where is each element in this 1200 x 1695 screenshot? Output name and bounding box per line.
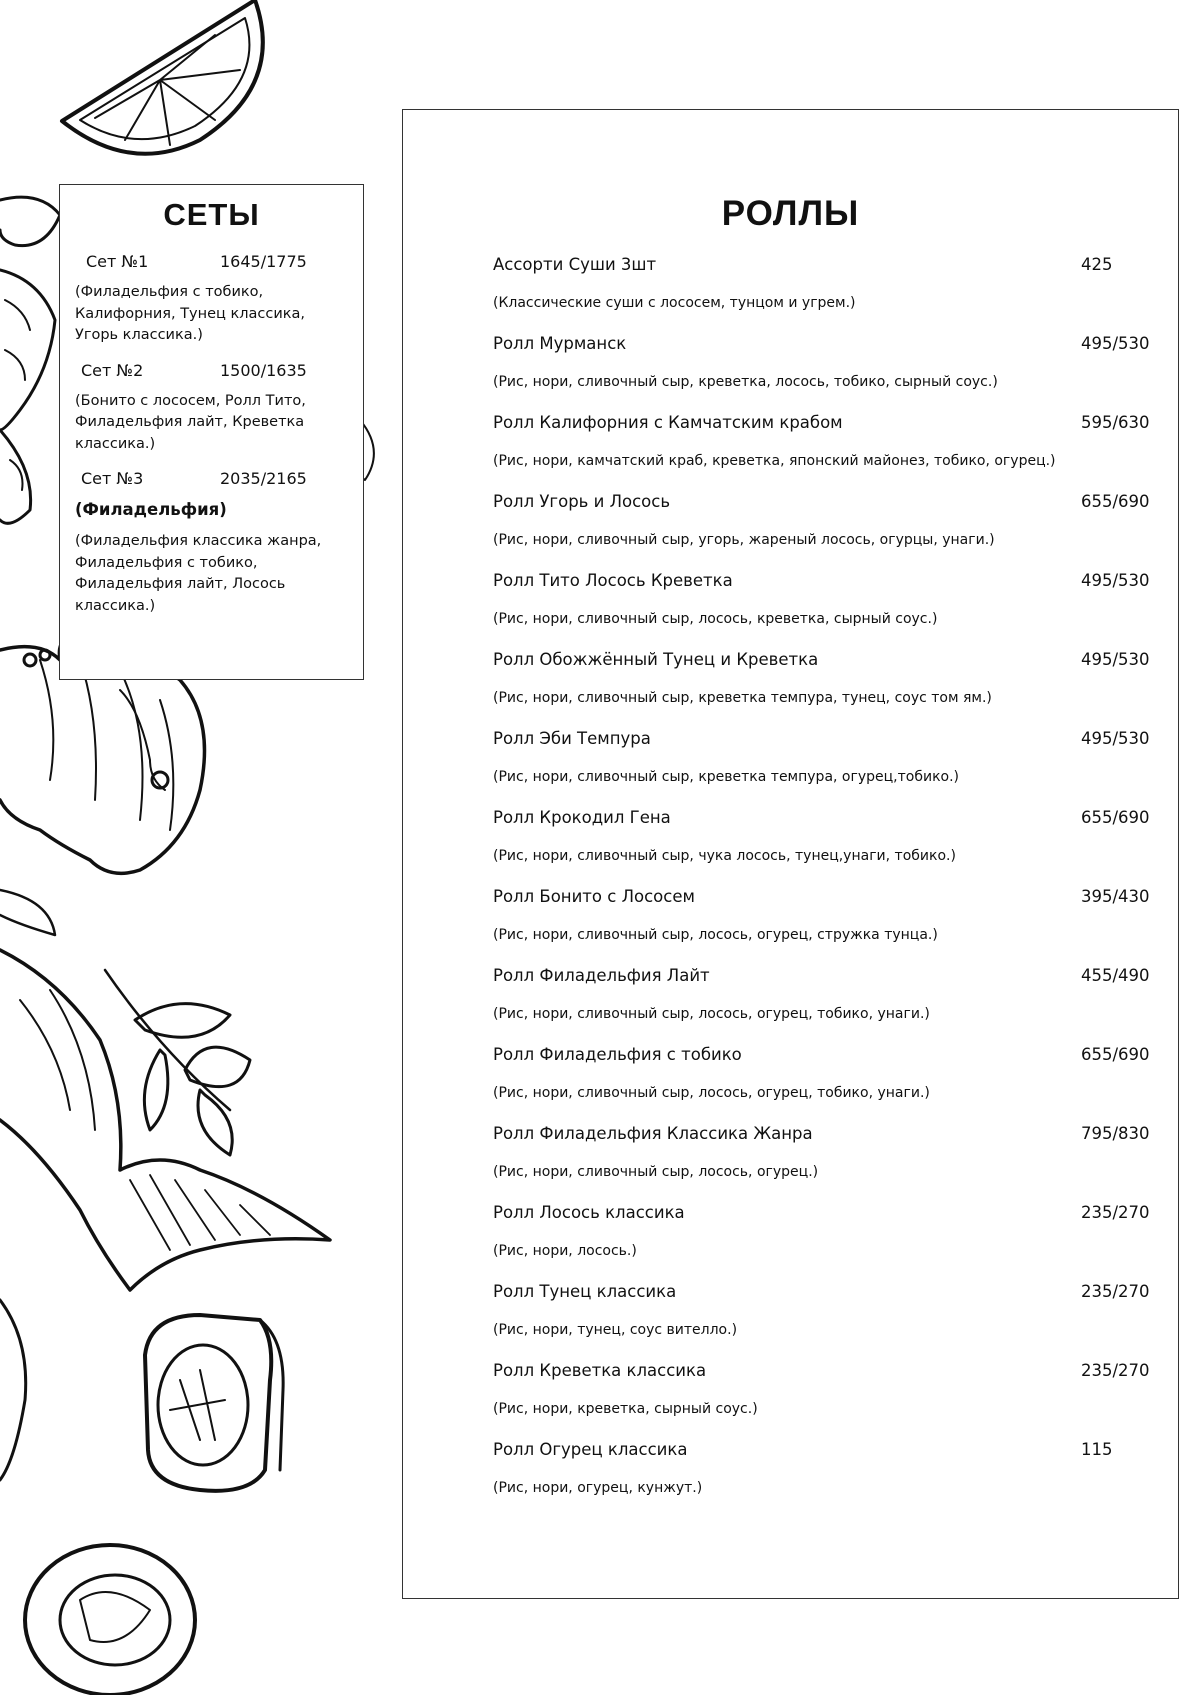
item-name: Ролл Филадельфия Лайт	[493, 966, 710, 985]
set-description: (Филадельфия с тобико, Калифорния, Тунец классика, Угорь классика.)	[75, 284, 306, 343]
item-name: Ассорти Суши 3шт	[493, 255, 657, 274]
item-name: Ролл Креветка классика	[493, 1361, 707, 1380]
menu-item	[493, 1439, 1153, 1518]
item-name: Ролл Угорь и Лосось	[493, 492, 671, 511]
item-description: (Рис, нори, сливочный сыр, лосось, огурец, стружка тунца.)	[493, 927, 938, 943]
item-price: 495/530	[1081, 650, 1150, 669]
set-name: Сет №3	[81, 469, 144, 488]
item-description: (Рис, нори, сливочный сыр, лосось, огурец, тобико, унаги.)	[493, 1006, 930, 1022]
item-name: Ролл Огурец классика	[493, 1440, 688, 1459]
item-name: Ролл Филадельфия с тобико	[493, 1045, 742, 1064]
item-description: (Рис, нори, сливочный сыр, лосось, креветка, сырный соус.)	[493, 611, 938, 627]
sushi-roll-icon	[25, 1545, 195, 1695]
set-price: 1645/1775	[220, 252, 307, 271]
menu-item	[493, 807, 1153, 886]
set-price: 2035/2165	[220, 469, 307, 488]
item-description: (Рис, нори, креветка, сырный соус.)	[493, 1401, 758, 1417]
item-price: 455/490	[1081, 966, 1150, 985]
item-name: Ролл Тито Лосось Креветка	[493, 571, 733, 590]
item-description: (Рис, нори, сливочный сыр, креветка темпура, огурец,тобико.)	[493, 769, 959, 785]
item-name: Ролл Мурманск	[493, 334, 627, 353]
set-name: Сет №2	[81, 360, 144, 380]
item-price: 495/530	[1081, 571, 1150, 590]
item-description: (Классические суши с лососем, тунцом и угрем.)	[493, 295, 856, 311]
item-name: Ролл Филадельфия Классика Жанра	[493, 1124, 813, 1143]
sushi-roll-icon	[145, 1315, 283, 1491]
menu-item	[493, 333, 1153, 412]
item-price: 235/270	[1081, 1361, 1150, 1380]
menu-item	[493, 886, 1153, 965]
rolls-panel	[402, 109, 1179, 1599]
item-price: 495/530	[1081, 729, 1150, 748]
set-header	[75, 252, 348, 272]
item-price: 425	[1081, 255, 1113, 274]
item-name: Ролл Лосось классика	[493, 1203, 685, 1222]
set-item	[75, 469, 348, 617]
menu-item	[493, 412, 1153, 491]
sets-title: СЕТЫ	[163, 197, 260, 232]
item-description: (Рис, нори, сливочный сыр, лосось, огурец.)	[493, 1164, 819, 1180]
item-price: 395/430	[1081, 887, 1150, 906]
rolls-title: РОЛЛЫ	[721, 194, 860, 233]
set-item	[75, 252, 348, 347]
item-name: Ролл Обожжённый Тунец и Креветка	[493, 650, 819, 669]
item-price: 795/830	[1081, 1124, 1150, 1143]
set-subtitle: (Филадельфия)	[75, 500, 227, 519]
item-price: 595/630	[1081, 413, 1150, 432]
item-name: Ролл Крокодил Гена	[493, 808, 671, 827]
item-description: (Рис, нори, сливочный сыр, угорь, жареный лосось, огурцы, унаги.)	[493, 532, 995, 548]
set-name: Сет №1	[86, 252, 149, 271]
item-price: 495/530	[1081, 334, 1150, 353]
item-description: (Рис, нори, тунец, соус вителло.)	[493, 1322, 738, 1338]
lemon-slice-icon	[62, 0, 263, 154]
item-price: 235/270	[1081, 1282, 1150, 1301]
item-name: Ролл Бонито с Лососем	[493, 887, 695, 906]
item-price: 655/690	[1081, 1045, 1150, 1064]
rolls-list	[493, 254, 1153, 1518]
item-price: 235/270	[1081, 1203, 1150, 1222]
set-header	[75, 361, 348, 381]
item-name: Ролл Калифорния с Камчатским крабом	[493, 413, 843, 432]
menu-item	[493, 570, 1153, 649]
item-description: (Рис, нори, сливочный сыр, лосось, огурец, тобико, унаги.)	[493, 1085, 930, 1101]
item-description: (Рис, нори, сливочный сыр, креветка темпура, тунец, соус том ям.)	[493, 690, 992, 706]
sets-panel	[59, 184, 364, 680]
set-header	[75, 469, 348, 489]
fish-icon	[0, 950, 330, 1480]
menu-item	[493, 965, 1153, 1044]
item-price: 655/690	[1081, 808, 1150, 827]
set-description: (Филадельфия классика жанра, Филадельфия с тобико, Филадельфия лайт, Лосось классика.)	[75, 533, 322, 614]
item-description: (Рис, нори, лосось.)	[493, 1243, 637, 1259]
item-description: (Рис, нори, сливочный сыр, креветка, лосось, тобико, сырный соус.)	[493, 374, 998, 390]
menu-item	[493, 649, 1153, 728]
leaf-icon	[105, 970, 250, 1155]
item-description: (Рис, нори, сливочный сыр, чука лосось, тунец,унаги, тобико.)	[493, 848, 956, 864]
set-description: (Бонито с лососем, Ролл Тито, Филадельфия лайт, Креветка классика.)	[75, 392, 306, 452]
item-price: 655/690	[1081, 492, 1150, 511]
menu-item	[493, 1044, 1153, 1123]
leaf-icon	[0, 890, 55, 935]
item-description: (Рис, нори, камчатский краб, креветка, японский майонез, тобико, огурец.)	[493, 453, 1056, 469]
item-description: (Рис, нори, огурец, кунжут.)	[493, 1480, 703, 1496]
menu-item	[493, 728, 1153, 807]
menu-item	[493, 1281, 1153, 1360]
set-price: 1500/1635	[220, 360, 307, 380]
menu-item	[493, 1202, 1153, 1281]
menu-item	[493, 491, 1153, 570]
menu-item	[493, 1360, 1153, 1439]
set-item	[75, 361, 348, 456]
menu-item	[493, 254, 1153, 333]
item-price: 115	[1081, 1440, 1113, 1459]
menu-item	[493, 1123, 1153, 1202]
item-name: Ролл Эби Темпура	[493, 729, 651, 748]
item-name: Ролл Тунец классика	[493, 1282, 677, 1301]
